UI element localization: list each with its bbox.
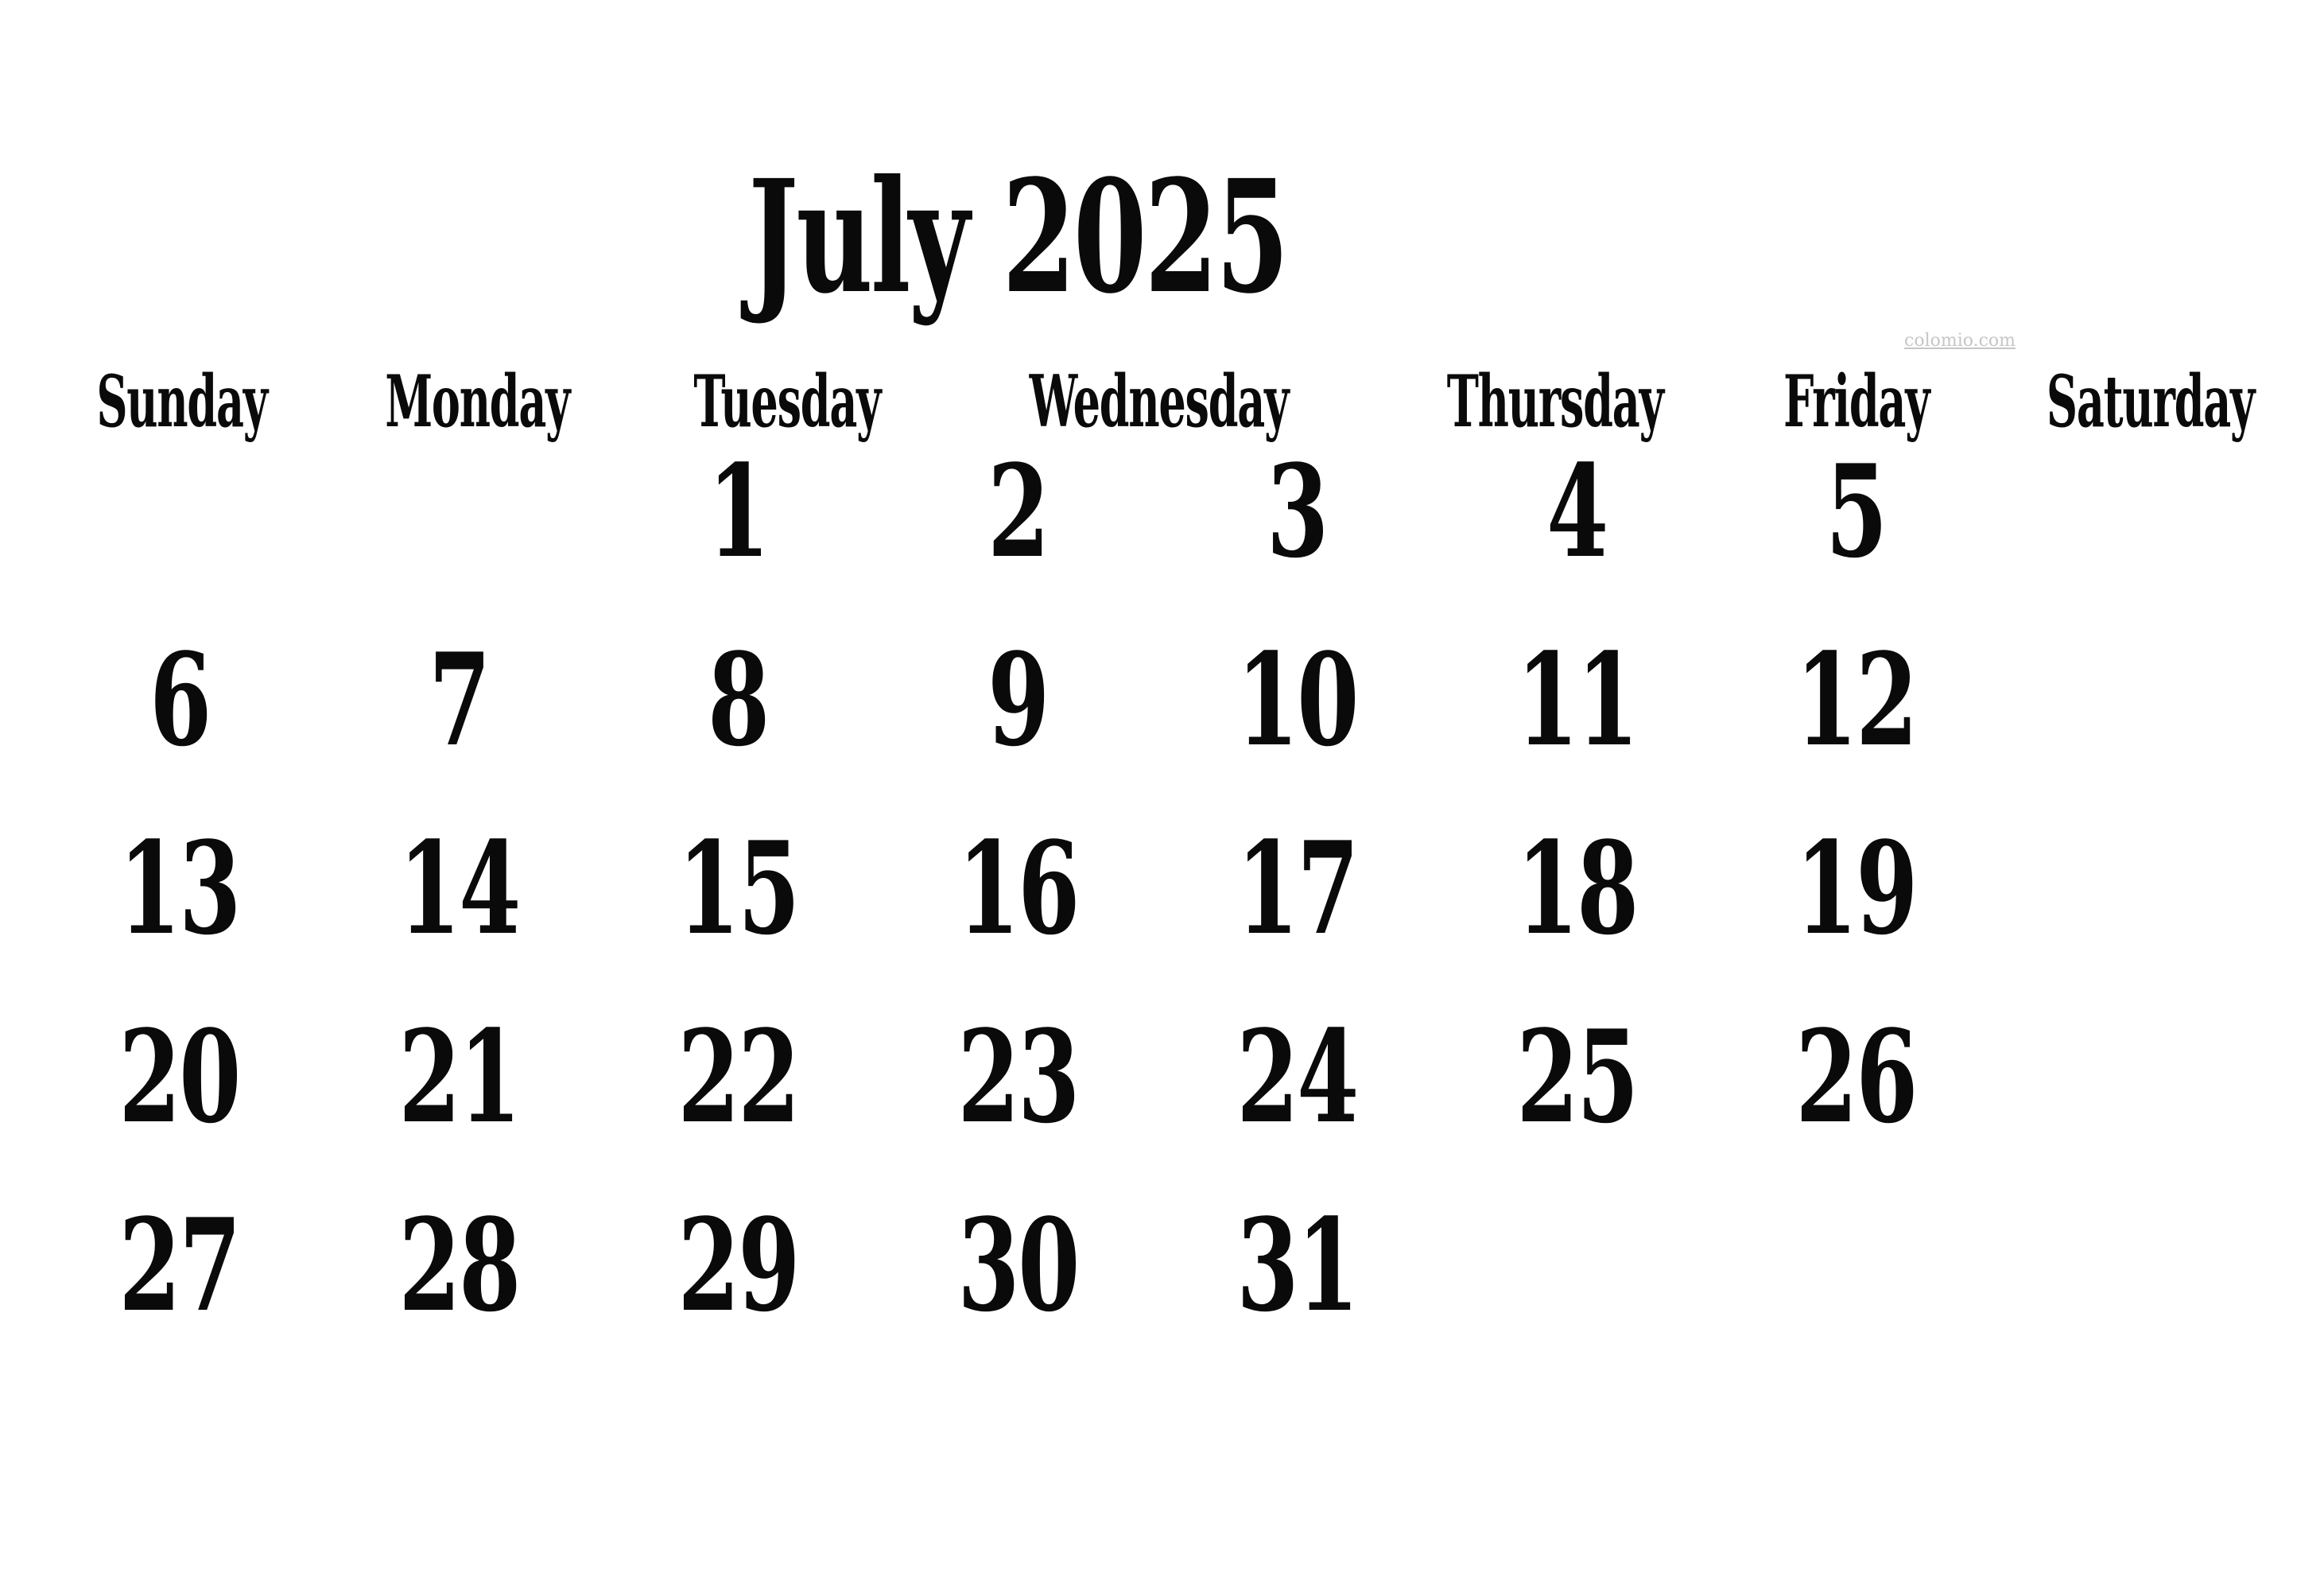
date-cell xyxy=(319,1171,598,1359)
date-number: 13 xyxy=(118,813,240,963)
date-cell xyxy=(878,417,1157,605)
date-cell-empty xyxy=(40,417,319,605)
date-number: 24 xyxy=(1236,1001,1358,1152)
date-cell xyxy=(319,982,598,1171)
date-cell xyxy=(40,605,319,794)
date-cell xyxy=(878,982,1157,1171)
date-cell xyxy=(1158,794,1437,982)
date-cell xyxy=(1158,1171,1437,1359)
day-header-label: Monday xyxy=(385,359,570,444)
day-header-label: Tuesday xyxy=(693,359,881,444)
date-cell xyxy=(878,1171,1157,1359)
date-number: 14 xyxy=(398,813,519,963)
date-number: 22 xyxy=(677,1001,799,1152)
day-header-label: Thursday xyxy=(1446,359,1663,444)
date-number: 29 xyxy=(677,1190,799,1340)
day-header-label: Saturday xyxy=(2047,359,2255,444)
date-number: 15 xyxy=(677,813,799,963)
date-cell xyxy=(1717,794,1996,982)
date-number: 25 xyxy=(1516,1001,1637,1152)
date-cell-empty xyxy=(1437,1171,1716,1359)
date-cell xyxy=(1717,605,1996,794)
day-header-label: Wednesday xyxy=(1029,359,1288,444)
date-number: 1 xyxy=(708,436,769,586)
calendar-title-row xyxy=(0,146,2035,328)
date-cell xyxy=(1437,605,1716,794)
date-number: 23 xyxy=(957,1001,1078,1152)
date-cell xyxy=(1158,982,1437,1171)
date-cell xyxy=(599,794,878,982)
date-number: 31 xyxy=(1236,1190,1358,1340)
date-cell xyxy=(878,605,1157,794)
date-number: 10 xyxy=(1236,624,1358,775)
date-number: 19 xyxy=(1795,813,1917,963)
date-number: 11 xyxy=(1516,624,1637,775)
date-number: 17 xyxy=(1236,813,1358,963)
date-number: 30 xyxy=(957,1190,1078,1340)
date-number: 3 xyxy=(1267,436,1328,586)
date-grid xyxy=(40,417,1996,1359)
date-cell xyxy=(40,794,319,982)
date-cell xyxy=(1717,417,1996,605)
date-number: 21 xyxy=(398,1001,519,1152)
date-cell xyxy=(599,1171,878,1359)
date-cell xyxy=(319,605,598,794)
date-cell xyxy=(40,1171,319,1359)
date-number: 12 xyxy=(1795,624,1917,775)
date-cell xyxy=(1158,605,1437,794)
date-number: 4 xyxy=(1546,436,1607,586)
date-cell xyxy=(599,417,878,605)
date-cell xyxy=(599,605,878,794)
date-number: 20 xyxy=(118,1001,240,1152)
day-header-saturday xyxy=(1977,358,2323,445)
day-header-label: Sunday xyxy=(96,359,267,444)
date-cell-empty xyxy=(1717,1171,1996,1359)
date-cell xyxy=(319,794,598,982)
page-title: July 2025 xyxy=(748,146,1287,328)
date-number: 26 xyxy=(1795,1001,1917,1152)
date-number: 2 xyxy=(987,436,1048,586)
date-cell xyxy=(40,982,319,1171)
date-cell xyxy=(1437,794,1716,982)
date-number: 28 xyxy=(398,1190,519,1340)
date-cell-empty xyxy=(319,417,598,605)
date-cell xyxy=(1717,982,1996,1171)
date-number: 9 xyxy=(987,624,1048,775)
date-number: 7 xyxy=(429,624,490,775)
date-cell xyxy=(1437,982,1716,1171)
date-number: 6 xyxy=(149,624,210,775)
date-number: 5 xyxy=(1825,436,1887,586)
date-number: 27 xyxy=(118,1190,240,1340)
date-number: 16 xyxy=(957,813,1078,963)
date-cell xyxy=(599,982,878,1171)
date-number: 18 xyxy=(1516,813,1637,963)
date-number: 8 xyxy=(708,624,769,775)
watermark-link: colomio.com xyxy=(1904,331,2016,351)
date-cell xyxy=(1158,417,1437,605)
date-cell xyxy=(1437,417,1716,605)
day-header-label: Friday xyxy=(1783,359,1930,444)
date-cell xyxy=(878,794,1157,982)
